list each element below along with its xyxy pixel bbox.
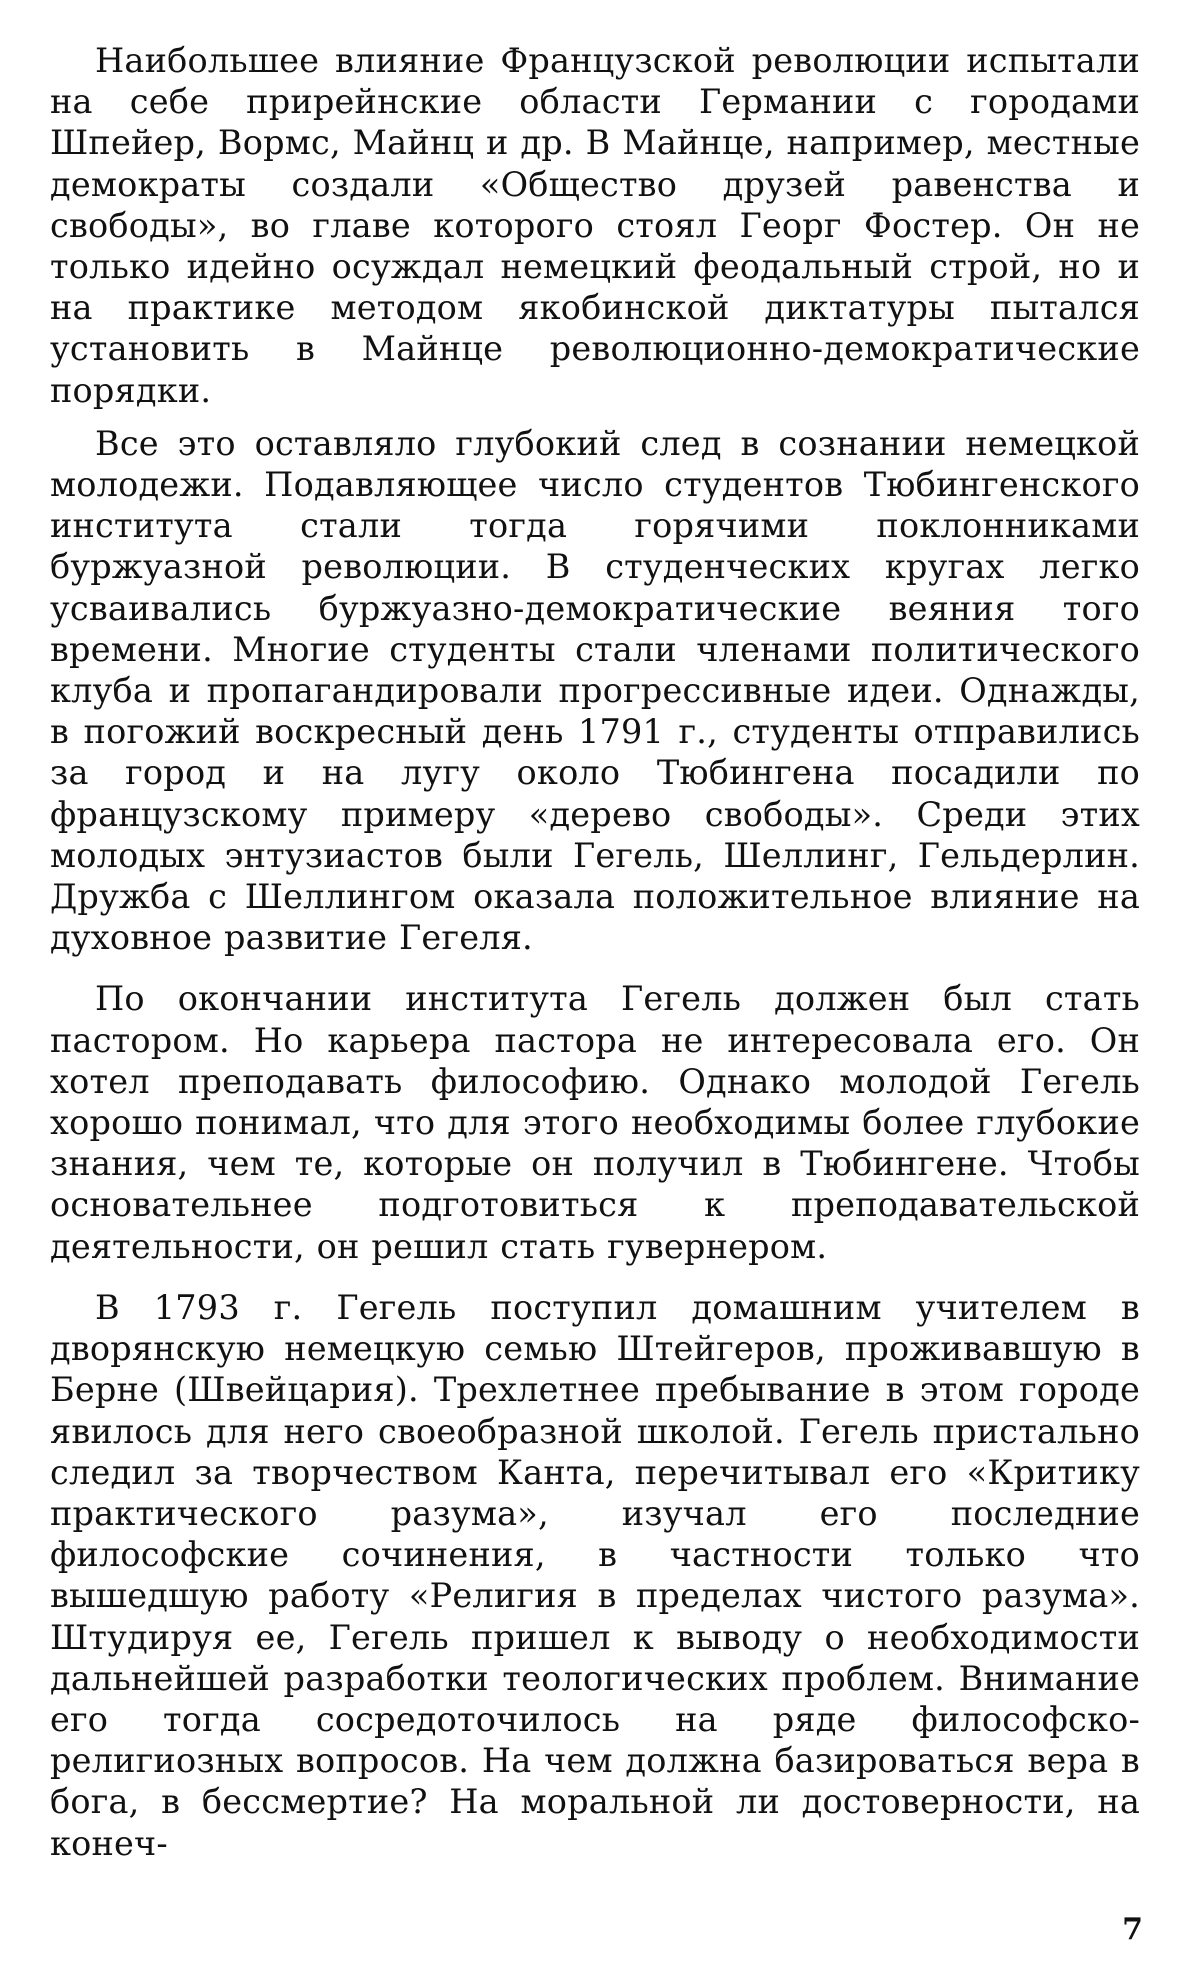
page-number: 7 [1122, 1912, 1143, 1947]
paragraph-4: В 1793 г. Гегель поступил домашним учителем в дворянскую немецкую семью Штейгеров, проживавшую в Берне (Швейцария). Трехлетнее пребывание в этом городе явилось для него своеобразной школой. Гегель пристально следил за творчеством Канта, перечитывал его «Критику практического разума», изучал его последние философские сочинения, в частности только что вышедшую работу «Религия в пределах чистого разума». Штудируя ее, Гегель пришел к выводу о необходимости дальнейшей разработки теологических проблем. Внимание его тогда сосредоточилось на ряде философско-религиозных вопросов. На чем должна базироваться вера в бога, в бессмертие? На моральной ли достоверности, на конеч- [50, 1287, 1140, 1863]
page-body [50, 40, 1140, 1884]
paragraph-3: По окончании института Гегель должен был стать пастором. Но карьера пастора не интересовала его. Он хотел преподавать философию. Однако молодой Гегель хорошо понимал, что для этого необходимы более глубокие знания, чем те, которые он получил в Тюбингене. Чтобы основательнее подготовиться к преподавательской деятельности, он решил стать гувернером. [50, 979, 1140, 1266]
paragraph-1: Наибольшее влияние Французской революции испытали на себе прирейнские области Германии с городами Шпейер, Вормс, Майнц и др. В Майнце, например, местные демократы создали «Общество друзей равенства и свободы», во главе которого стоял Георг Фостер. Он не только идейно осуждал немецкий феодальный строй, но и на практике методом якобинской диктатуры пытался установить в Майнце революционно-демократические порядки. [50, 41, 1140, 410]
paragraph-2: Все это оставляло глубокий след в сознании немецкой молодежи. Подавляющее число студентов Тюбингенского института стали тогда горячими поклонниками буржуазной революции. В студенческих кругах легко усваивались буржуазно-демократические веяния того времени. Многие студенты стали членами политического клуба и пропагандировали прогрессивные идеи. Однажды, в погожий воскресный день 1791 г., студенты отправились за город и на лугу около Тюбингена посадили по французскому примеру «дерево свободы». Среди этих молодых энтузиастов были Гегель, Шеллинг, Гельдерлин. Дружба с Шеллингом оказала положительное влияние на духовное развитие Гегеля. [50, 423, 1140, 958]
